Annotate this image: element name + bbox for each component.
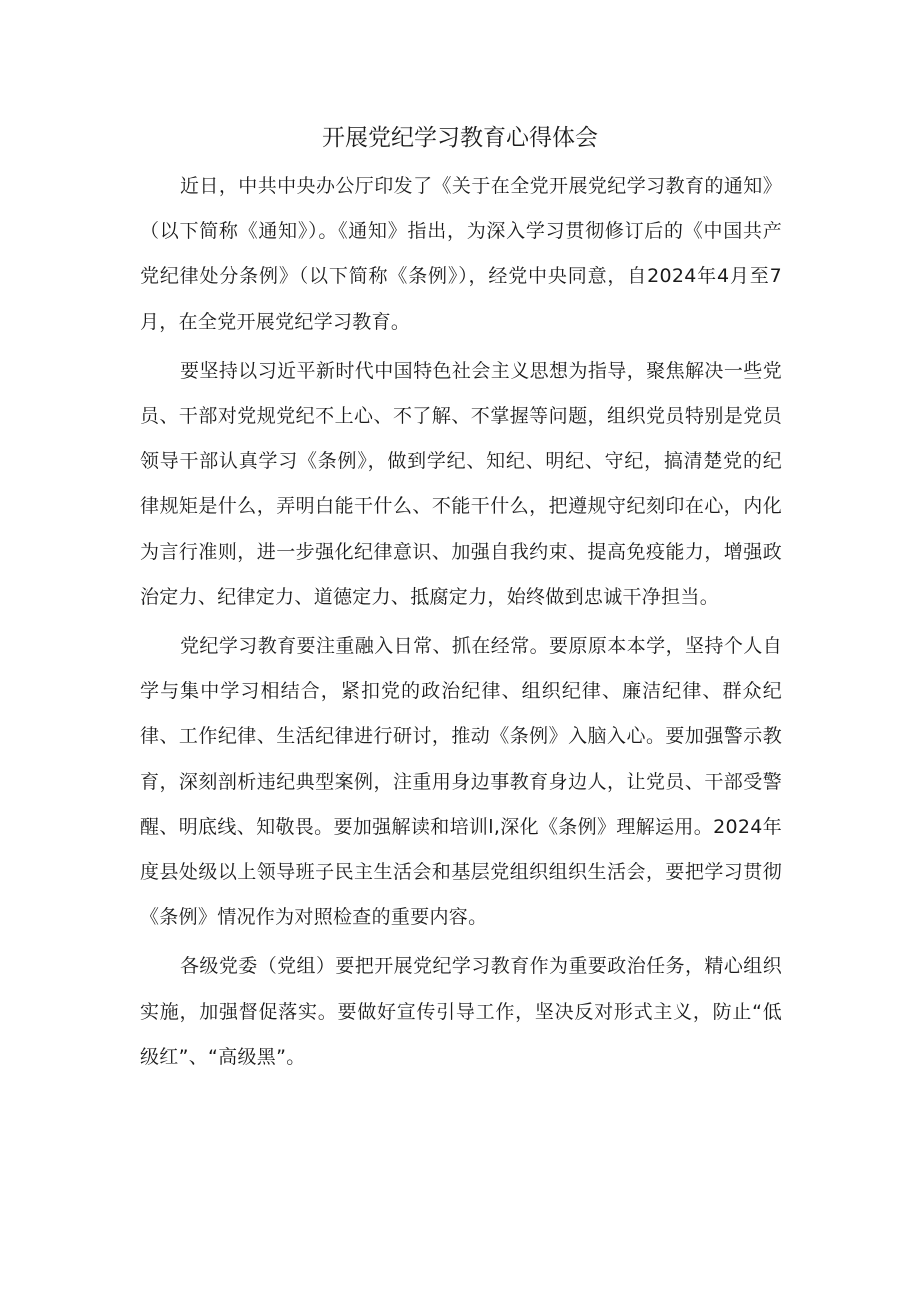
paragraph-2: 要坚持以习近平新时代中国特色社会主义思想为指导，聚焦解决一些党员、干部对党规党纪不上心、不了解、不掌握等问题，组织党员特别是党员领导干部认真学习《条例》，做到学纪、知纪、明纪、守纪，搞清楚党的纪律规矩是什么，弄明白能干什么、不能干什么，把遵规守纪刻印在心，内化为言行准则，进一步强化纪律意识、加强自我约束、提高免疫能力，增强政治定力、纪律定力、道德定力、抵腐定力，始终做到忠诚干净担当。 bbox=[140, 359, 782, 608]
paragraph-4: 各级党委（党组）要把开展党纪学习教育作为重要政治任务，精心组织实施，加强督促落实。要做好宣传引导工作，坚决反对形式主义，防止“低级红”、“高级黑”。 bbox=[140, 955, 782, 1068]
paragraph-1: 近日，中共中央办公厅印发了《关于在全党开展党纪学习教育的通知》（以下简称《通知》）。《通知》指出，为深入学习贯彻修订后的《中国共产党纪律处分条例》（以下简称《条例》），经党中央同意，自2024年4月至7月，在全党开展党纪学习教育。 bbox=[140, 175, 782, 333]
document-title: 开展党纪学习教育心得体会 bbox=[322, 125, 598, 151]
document-body bbox=[140, 164, 782, 1084]
paragraph-3: 党纪学习教育要注重融入日常、抓在经常。要原原本本学，坚持个人自学与集中学习相结合，紧扣党的政治纪律、组织纪律、廉洁纪律、群众纪律、工作纪律、生活纪律进行研讨，推动《条例》入脑入心。要加强警示教育，深刻剖析违纪典型案例，注重用身边事教育身边人，让党员、干部受警醒、明底线、知敬畏。要加强解读和培训l,深化《条例》理解运用。2024年度县处级以上领导班子民主生活会和基层党组织组织生活会，要把学习贯彻《条例》情况作为对照检查的重要内容。 bbox=[140, 635, 782, 929]
